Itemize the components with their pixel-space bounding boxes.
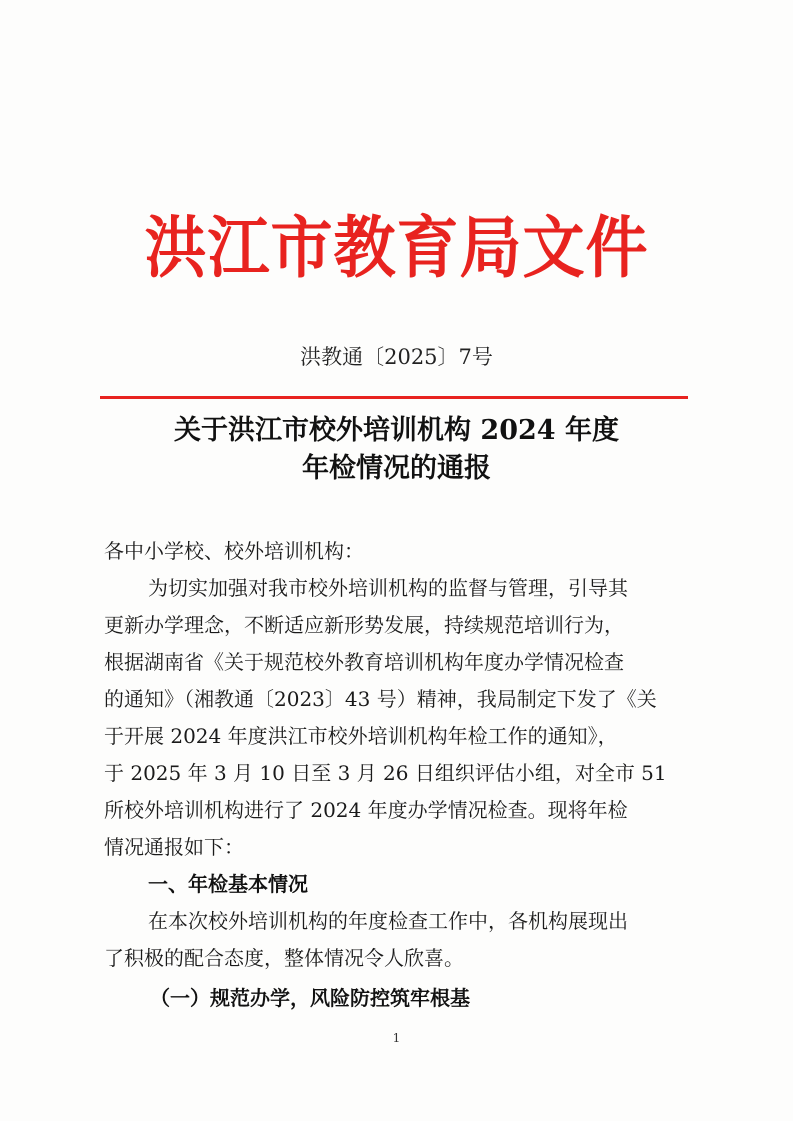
- page-number: 1: [392, 1031, 401, 1045]
- document-title: [0, 412, 793, 488]
- salutation: 各中小学校、校外培训机构：: [104, 539, 364, 563]
- paragraph-line: 情况通报如下：: [104, 835, 244, 859]
- paragraph-line: 所校外培训机构进行了 2024 年度办学情况检查。现将年检: [104, 798, 628, 822]
- paragraph-overview: [104, 903, 694, 977]
- issuing-agency-header: 洪江市教育局文件: [144, 208, 649, 288]
- title-line-2: 年检情况的通报: [302, 453, 491, 484]
- red-divider-line: [100, 396, 688, 399]
- document-number: 洪教通〔2025〕7号: [300, 345, 493, 369]
- paragraph-line: 于开展 2024 年度洪江市校外培训机构年检工作的通知》，: [104, 724, 618, 748]
- paragraph-line: 根据湖南省《关于规范校外教育培训机构年度办学情况检查: [104, 650, 624, 674]
- paragraph-line: 了积极的配合态度，整体情况令人欣喜。: [104, 946, 464, 970]
- paragraph-line: 的通知》（湘教通〔2023〕43 号）精神，我局制定下发了《关: [104, 687, 657, 711]
- paragraph-line: 为切实加强对我市校外培训机构的监督与管理，引导其: [148, 576, 628, 600]
- subsection-heading: （一）规范办学，风险防控筑牢根基: [150, 986, 470, 1010]
- paragraph-intro: [104, 570, 694, 866]
- paragraph-line: 更新办学理念，不断适应新形势发展，持续规范培训行为，: [104, 613, 624, 637]
- paragraph-line: 于 2025 年 3 月 10 日至 3 月 26 日组织评估小组，对全市 51: [104, 761, 667, 785]
- section-heading: 一、年检基本情况: [148, 872, 308, 896]
- paragraph-line: 在本次校外培训机构的年度检查工作中，各机构展现出: [148, 909, 628, 933]
- title-line-1: 关于洪江市校外培训机构 2024 年度: [174, 415, 619, 446]
